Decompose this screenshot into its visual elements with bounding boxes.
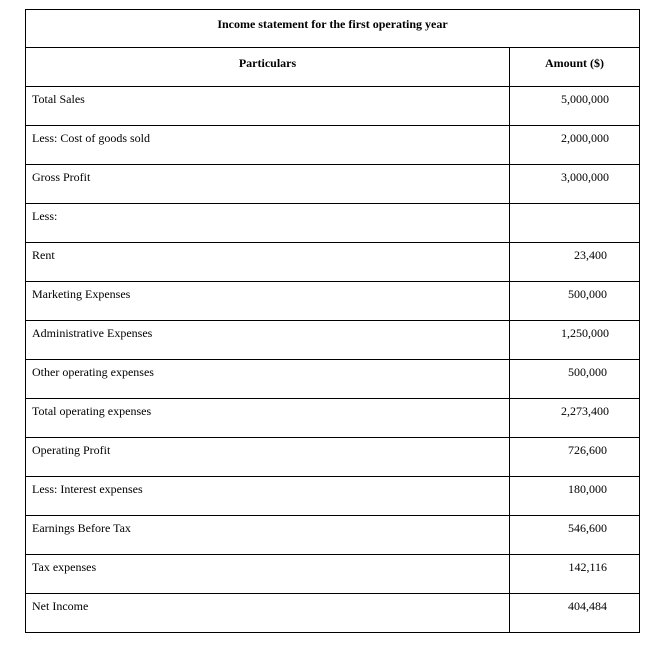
- row-amount: 500,000: [510, 282, 640, 321]
- row-amount: 404,484: [510, 594, 640, 633]
- row-amount: 546,600: [510, 516, 640, 555]
- row-label: Earnings Before Tax: [26, 516, 510, 555]
- row-label: Other operating expenses: [26, 360, 510, 399]
- table-row: [26, 204, 640, 243]
- row-amount: 3,000,000: [510, 165, 640, 204]
- table-row: [26, 321, 640, 360]
- row-label: Gross Profit: [26, 165, 510, 204]
- row-amount: 180,000: [510, 477, 640, 516]
- row-label: Less:: [26, 204, 510, 243]
- row-label: Net Income: [26, 594, 510, 633]
- row-label: Total operating expenses: [26, 399, 510, 438]
- income-statement-table: [25, 9, 640, 633]
- row-amount: 5,000,000: [510, 87, 640, 126]
- table-row: [26, 126, 640, 165]
- header-row: [26, 48, 640, 87]
- row-label: Administrative Expenses: [26, 321, 510, 360]
- title-row: [26, 10, 640, 48]
- row-amount: [510, 204, 640, 243]
- table-row: [26, 594, 640, 633]
- table-row: [26, 360, 640, 399]
- row-amount: 142,116: [510, 555, 640, 594]
- row-label: Less: Interest expenses: [26, 477, 510, 516]
- table-row: [26, 555, 640, 594]
- row-amount: 23,400: [510, 243, 640, 282]
- amount-header: Amount ($): [510, 48, 640, 87]
- row-label: Total Sales: [26, 87, 510, 126]
- table-row: [26, 282, 640, 321]
- row-label: Tax expenses: [26, 555, 510, 594]
- table-row: [26, 399, 640, 438]
- table-row: [26, 477, 640, 516]
- row-label: Operating Profit: [26, 438, 510, 477]
- row-label: Marketing Expenses: [26, 282, 510, 321]
- statement-title: Income statement for the first operating year: [26, 10, 640, 48]
- table-row: [26, 243, 640, 282]
- row-amount: 726,600: [510, 438, 640, 477]
- row-label: Less: Cost of goods sold: [26, 126, 510, 165]
- table-row: [26, 165, 640, 204]
- particulars-header: Particulars: [26, 48, 510, 87]
- table-row: [26, 87, 640, 126]
- table-row: [26, 438, 640, 477]
- row-amount: 1,250,000: [510, 321, 640, 360]
- table-row: [26, 516, 640, 555]
- row-amount: 2,000,000: [510, 126, 640, 165]
- row-amount: 2,273,400: [510, 399, 640, 438]
- row-label: Rent: [26, 243, 510, 282]
- row-amount: 500,000: [510, 360, 640, 399]
